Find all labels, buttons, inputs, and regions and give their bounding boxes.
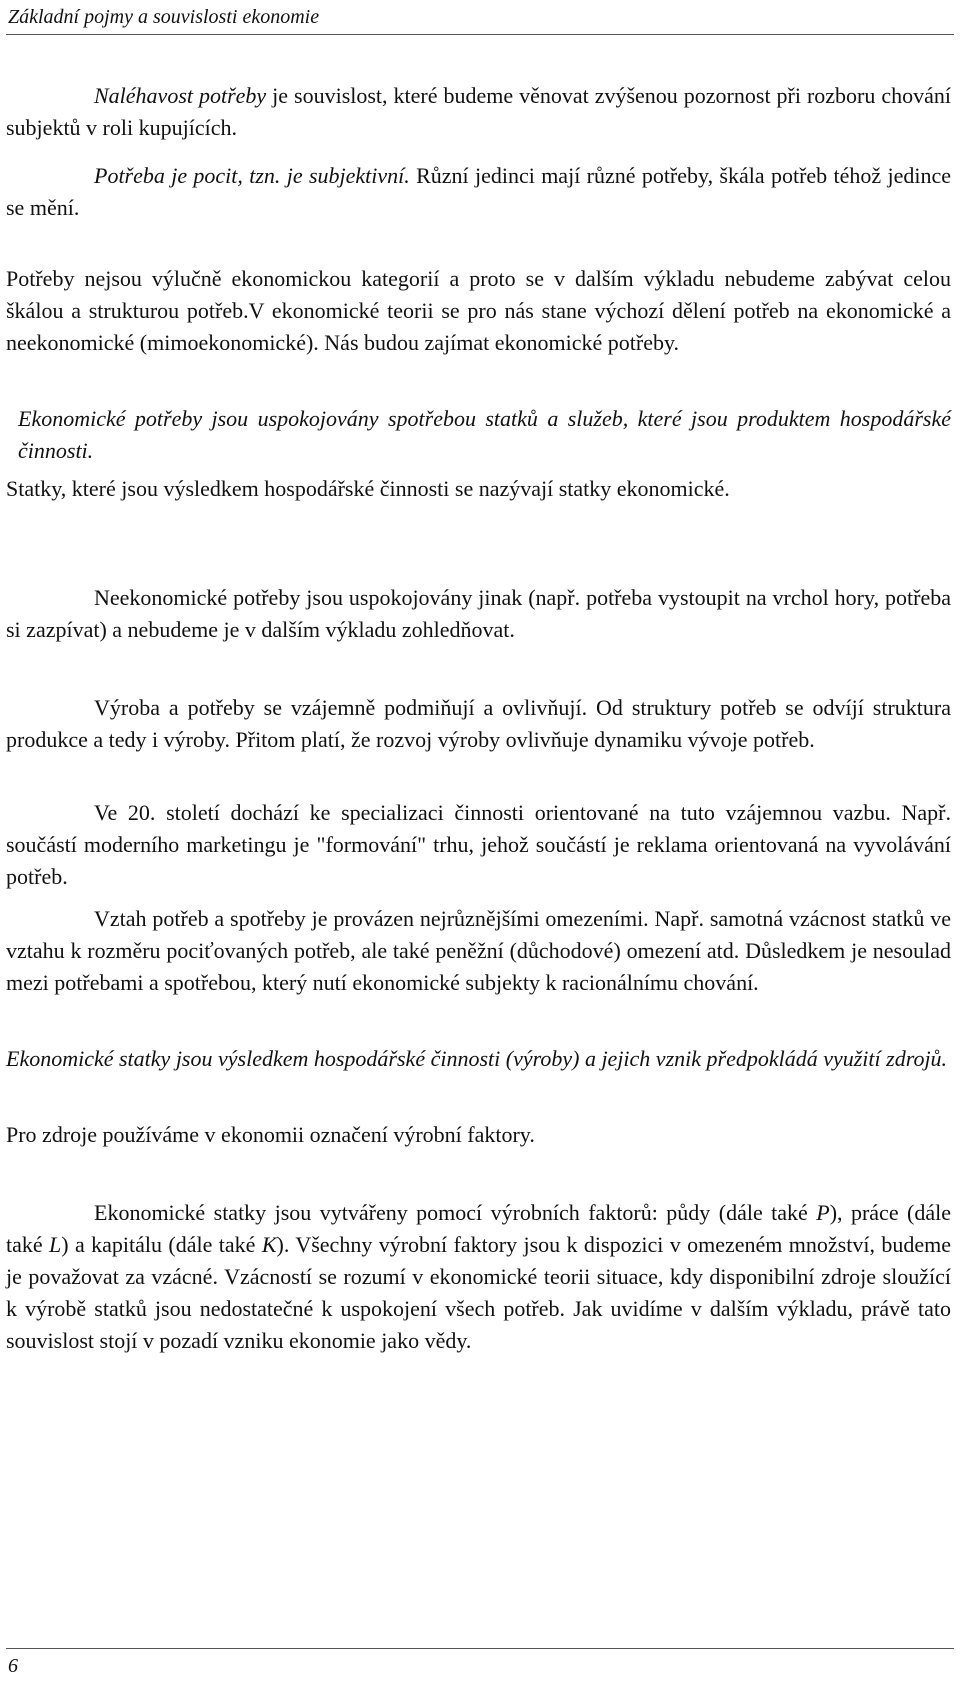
paragraph-text: Vztah potřeb a spotřeby je provázen nejrůznějšími omezeními. Např. samotná vzácnost statků ve vztahu k rozměru pociťovaných potřeb, ale také peněžní (důchodové) omezení atd. Důsledkem je nesoulad mezi potřebami a spotřebou, který nutí ekonomické subjekty k racionálnímu chování. xyxy=(6,906,951,995)
paragraph-text: Ve 20. století dochází ke specializaci činnosti orientované na tuto vzájemnou vazbu. Např. součástí moderního marketingu je "formování" trhu, jehož součástí je reklama orientovaná na vyvolávání potřeb. xyxy=(6,800,951,889)
paragraph-economic-goods xyxy=(6,473,951,505)
paragraph-text: Potřeby nejsou výlučně ekonomickou kategorií a proto se v dalším výkladu nebudeme zabývat celou škálou a strukturou potřeb.V ekonomické teorii se pro nás stane výchozí dělení potřeb na ekonomické a neekonomické (mimoekonomické). Nás budou zajímat ekonomické potřeby. xyxy=(6,266,951,355)
paragraph-production-factors xyxy=(6,1197,951,1357)
paragraph-text: Výroba a potřeby se vzájemně podmiňují a ovlivňují. Od struktury potřeb se odvíjí struktura produkce a tedy i výroby. Přitom platí, že rozvoj výroby ovlivňuje dynamiku vývoje potřeb. xyxy=(6,695,951,752)
paragraph-urgency xyxy=(6,80,951,144)
paragraph-text: Ekonomické potřeby jsou uspokojovány spotřebou statků a služeb, které jsou produktem hospodářské činnosti. xyxy=(18,406,951,463)
paragraph-factors-definition xyxy=(6,1119,951,1151)
paragraph-production-needs xyxy=(6,692,951,756)
paragraph-text: Statky, které jsou výsledkem hospodářské činnosti se nazývají statky ekonomické. xyxy=(6,476,730,501)
paragraph-economic-category xyxy=(6,263,951,359)
paragraph-goods-resources xyxy=(6,1043,951,1075)
paragraph-text: ), práce (dále také xyxy=(6,1200,951,1257)
paragraph-noneconomic-needs xyxy=(6,582,951,646)
emphasis: Naléhavost potřeby xyxy=(94,83,267,108)
paragraph-text: je souvislost, které budeme věnovat zvýšenou pozornost při rozboru chování subjektů v roli kupujících. xyxy=(6,83,951,140)
emphasis: Potřeba je pocit, tzn. je subjektivní. xyxy=(94,163,410,188)
paragraph-text: Různí jedinci mají různé potřeby, škála potřeb téhož jedince se mění. xyxy=(6,163,951,220)
symbol-capital: K xyxy=(261,1232,277,1257)
paragraph-economic-needs xyxy=(6,403,951,467)
page-footer xyxy=(6,1648,954,1677)
symbol-labor: L xyxy=(49,1232,62,1257)
paragraph-20th-century xyxy=(6,797,951,893)
running-header xyxy=(6,0,954,35)
page-number: 6 xyxy=(8,1655,18,1677)
paragraph-text: Ekonomické statky jsou vytvářeny pomocí výrobních faktorů: půdy (dále také xyxy=(94,1200,817,1225)
paragraph-need-feeling xyxy=(6,160,951,224)
running-title: Základní pojmy a souvislosti ekonomie xyxy=(8,6,320,28)
symbol-land: P xyxy=(816,1200,830,1225)
paragraph-constraints xyxy=(6,903,951,999)
paragraph-text: ). Všechny výrobní faktory jsou k dispozici v omezeném množství, budeme je považovat za vzácné. Vzácností se rozumí v ekonomické teorii situace, kdy disponibilní zdroje sloužící k výrobě statků jsou nedostatečné k uspokojení všech potřeb. Jak uvidíme v dalším výkladu, právě tato souvislost stojí v pozadí vzniku ekonomie jako vědy. xyxy=(6,1232,951,1353)
paragraph-text: ) a kapitálu (dále také xyxy=(61,1232,262,1257)
paragraph-text: Pro zdroje používáme v ekonomii označení výrobní faktory. xyxy=(6,1122,535,1147)
paragraph-text: Neekonomické potřeby jsou uspokojovány jinak (např. potřeba vystoupit na vrchol hory, potřeba si zazpívat) a nebudeme je v dalším výkladu zohledňovat. xyxy=(6,585,951,642)
paragraph-text: Ekonomické statky jsou výsledkem hospodářské činnosti (výroby) a jejich vznik předpokládá využití zdrojů. xyxy=(6,1046,948,1071)
